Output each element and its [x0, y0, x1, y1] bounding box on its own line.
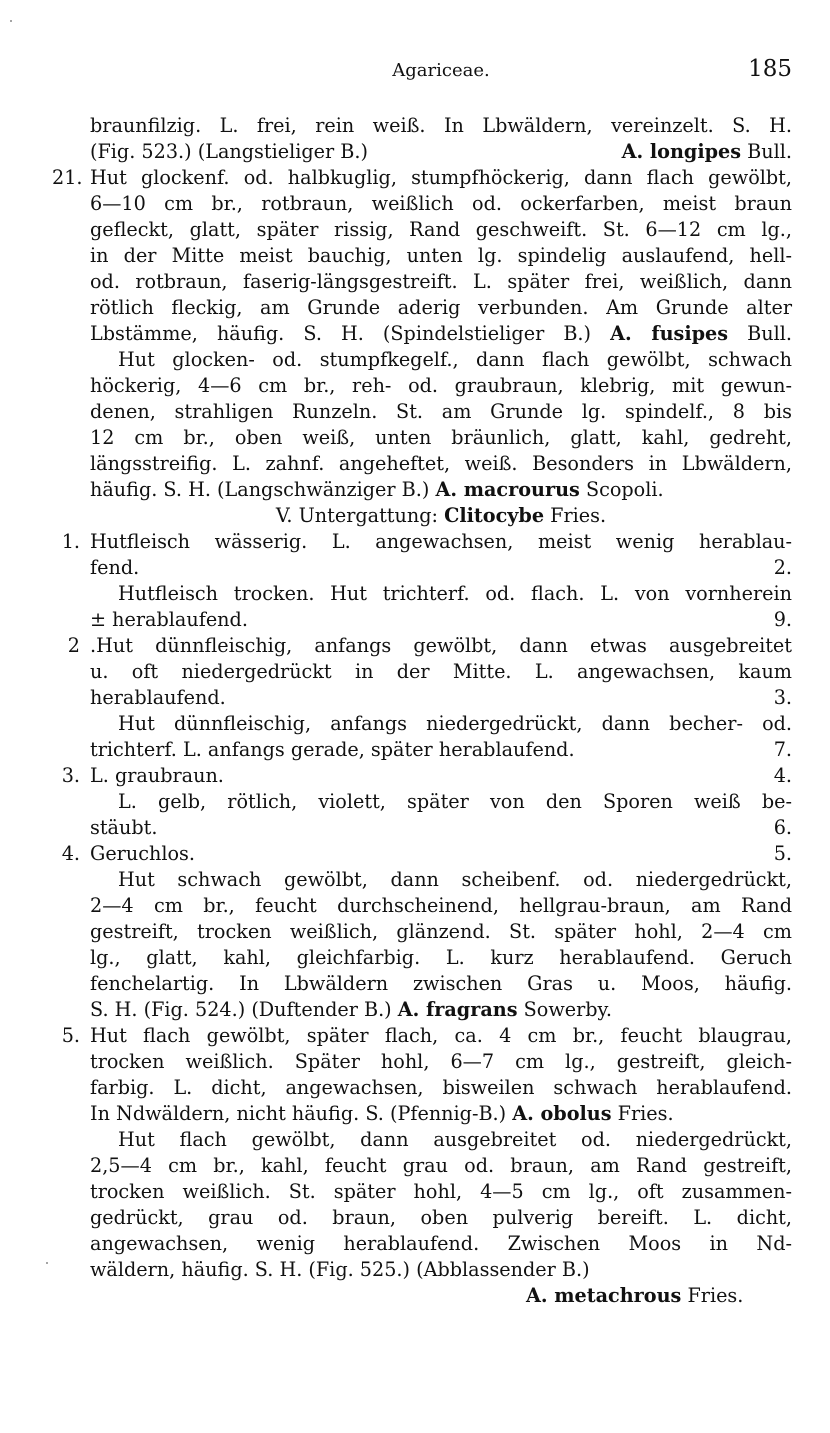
key-number: 3.	[61, 764, 80, 787]
text-line	[118, 581, 792, 607]
scan-speck	[10, 20, 12, 22]
line-text: trocken weißlich. Später hohl, 6—7 cm lg., gestreift, gleich-	[90, 1050, 792, 1073]
line-text: od. rotbraun, faserig-längsgestreift. L. später frei, weißlich, dann	[90, 270, 792, 293]
text-line	[90, 1179, 792, 1205]
text-line	[118, 711, 792, 737]
running-title: Agariceae.	[392, 60, 490, 81]
text-line	[90, 971, 792, 997]
line-reference: 3.	[773, 686, 792, 709]
text-line	[90, 191, 792, 217]
line-text: Geruchlos.	[90, 842, 195, 865]
text-line	[90, 1075, 792, 1101]
text-line	[90, 1231, 792, 1257]
page-number: 185	[748, 56, 792, 82]
line-text: In Ndwäldern, nicht häufig. S. (Pfennig-B.) A. obolus Fries.	[90, 1102, 674, 1125]
line-reference: A. longipes Bull.	[621, 140, 792, 163]
text-line	[90, 425, 792, 451]
text-line	[90, 1257, 792, 1283]
line-text: gedrückt, grau od. braun, oben pulverig bereift. L. dicht,	[90, 1206, 792, 1229]
text-line	[90, 1101, 792, 1127]
key-number: 5.	[61, 1024, 80, 1047]
line-reference: 7.	[773, 738, 792, 761]
line-text: (Fig. 523.) (Langstieliger B.)	[90, 140, 368, 163]
text-line	[90, 659, 792, 685]
line-text: wäldern, häufig. S. H. (Fig. 525.) (Abblassender B.)	[90, 1258, 590, 1281]
key-number: 2	[67, 634, 80, 657]
line-text: rötlich fleckig, am Grunde aderig verbunden. Am Grunde alter	[90, 296, 792, 319]
line-text: 2,5—4 cm br., kahl, feucht grau od. braun, am Rand gestreift,	[90, 1154, 792, 1177]
line-text: .Hut dünnfleischig, anfangs gewölbt, dann etwas ausgebreitet	[90, 634, 792, 657]
text-line	[118, 867, 792, 893]
text-line	[90, 919, 792, 945]
line-reference: 4.	[773, 764, 792, 787]
text-line	[90, 529, 792, 555]
text-line	[90, 633, 792, 659]
line-text: Hutfleisch trocken. Hut trichterf. od. flach. L. von vornherein	[118, 582, 792, 605]
line-reference: 2.	[773, 556, 792, 579]
line-text: farbig. L. dicht, angewachsen, bisweilen schwach herablaufend.	[90, 1076, 792, 1099]
text-line	[90, 1205, 792, 1231]
line-text: Hut dünnfleischig, anfangs niedergedrückt, dann becher- od.	[118, 712, 792, 735]
line-text: ± herablaufend.	[90, 608, 248, 631]
line-text: Hut schwach gewölbt, dann scheibenf. od. niedergedrückt,	[118, 868, 792, 891]
text-line	[90, 113, 792, 139]
line-text: gestreift, trocken weißlich, glänzend. St. später hohl, 2—4 cm	[90, 920, 792, 943]
key-number: 4.	[61, 842, 80, 865]
line-text: längsstreifig. L. zahnf. angeheftet, weiß. Besonders in Lbwäldern,	[90, 452, 792, 475]
text-line	[90, 295, 792, 321]
line-reference: 5.	[773, 842, 792, 865]
line-text: braunfilzig. L. frei, rein weiß. In Lbwäldern, vereinzelt. S. H.	[90, 114, 792, 137]
line-text: gefleckt, glatt, später rissig, Rand geschweift. St. 6—12 cm lg.,	[90, 218, 792, 241]
line-text: Lbstämme, häufig. S. H. (Spindelstieliger B.) A. fusipes Bull.	[90, 322, 792, 345]
line-reference: 6.	[773, 816, 792, 839]
line-text: denen, strahligen Runzeln. St. am Grunde lg. spindelf., 8 bis	[90, 400, 792, 423]
line-text: Hutfleisch wässerig. L. angewachsen, meist wenig herablau-	[90, 530, 792, 553]
text-line	[90, 399, 792, 425]
text-line	[90, 269, 792, 295]
text-line	[90, 503, 792, 529]
line-text: S. H. (Fig. 524.) (Duftender B.) A. fragrans Sowerby.	[90, 998, 612, 1021]
text-line	[90, 243, 792, 269]
text-line	[90, 945, 792, 971]
text-line	[90, 893, 792, 919]
line-text: Hut flach gewölbt, später flach, ca. 4 cm br., feucht blaugrau,	[90, 1024, 792, 1047]
text-line	[118, 789, 792, 815]
text-line	[90, 1049, 792, 1075]
line-text: lg., glatt, kahl, gleichfarbig. L. kurz herablaufend. Geruch	[90, 946, 792, 969]
text-line	[90, 451, 792, 477]
key-number: 1.	[61, 530, 80, 553]
subgenus-heading: V. Untergattung: Clitocybe Fries.	[275, 504, 607, 527]
key-number: 21.	[52, 166, 83, 189]
line-text: L. gelb, rötlich, violett, später von den Sporen weiß be-	[118, 790, 792, 813]
line-text: Hut glockenf. od. halbkuglig, stumpfhöckerig, dann flach gewölbt,	[90, 166, 792, 189]
text-line	[90, 165, 792, 191]
line-text: in der Mitte meist bauchig, unten lg. spindelig auslaufend, hell-	[90, 244, 792, 267]
text-line	[90, 997, 792, 1023]
text-line	[90, 217, 792, 243]
line-text: Hut flach gewölbt, dann ausgebreitet od. niedergedrückt,	[118, 1128, 792, 1151]
running-header	[90, 56, 792, 86]
text-line	[90, 373, 792, 399]
text-line	[90, 477, 792, 503]
text-line	[90, 321, 792, 347]
line-text: fenchelartig. In Lbwäldern zwischen Gras u. Moos, häufig.	[90, 972, 792, 995]
line-text: 2—4 cm br., feucht durchscheinend, hellgrau-braun, am Rand	[90, 894, 792, 917]
line-text: 12 cm br., oben weiß, unten bräunlich, glatt, kahl, gedreht,	[90, 426, 792, 449]
line-text: herablaufend.	[90, 686, 226, 709]
line-text: trocken weißlich. St. später hohl, 4—5 cm lg., oft zusammen-	[90, 1180, 792, 1203]
line-text: häufig. S. H. (Langschwänziger B.) A. macrourus Scopoli.	[90, 478, 664, 501]
line-text: A. metachrous Fries.	[526, 1284, 744, 1307]
text-line	[90, 1023, 792, 1049]
line-text: stäubt.	[90, 816, 158, 839]
text-line	[118, 1127, 792, 1153]
line-text: höckerig, 4—6 cm br., reh- od. graubraun, klebrig, mit gewun-	[90, 374, 792, 397]
text-line	[118, 347, 792, 373]
line-text: Hut glocken- od. stumpfkegelf., dann flach gewölbt, schwach	[118, 348, 792, 371]
line-text: trichterf. L. anfangs gerade, später herablaufend.	[90, 738, 575, 761]
line-text: 6—10 cm br., rotbraun, weißlich od. ockerfarben, meist braun	[90, 192, 792, 215]
text-line	[90, 1153, 792, 1179]
text-line	[526, 1283, 792, 1309]
line-text: angewachsen, wenig herablaufend. Zwischen Moos in Nd-	[90, 1232, 792, 1255]
line-text: u. oft niedergedrückt in der Mitte. L. angewachsen, kaum	[90, 660, 792, 683]
line-text: L. graubraun.	[90, 764, 224, 787]
scan-speck	[46, 1262, 48, 1264]
line-reference: 9.	[773, 608, 792, 631]
line-text: fend.	[90, 556, 140, 579]
